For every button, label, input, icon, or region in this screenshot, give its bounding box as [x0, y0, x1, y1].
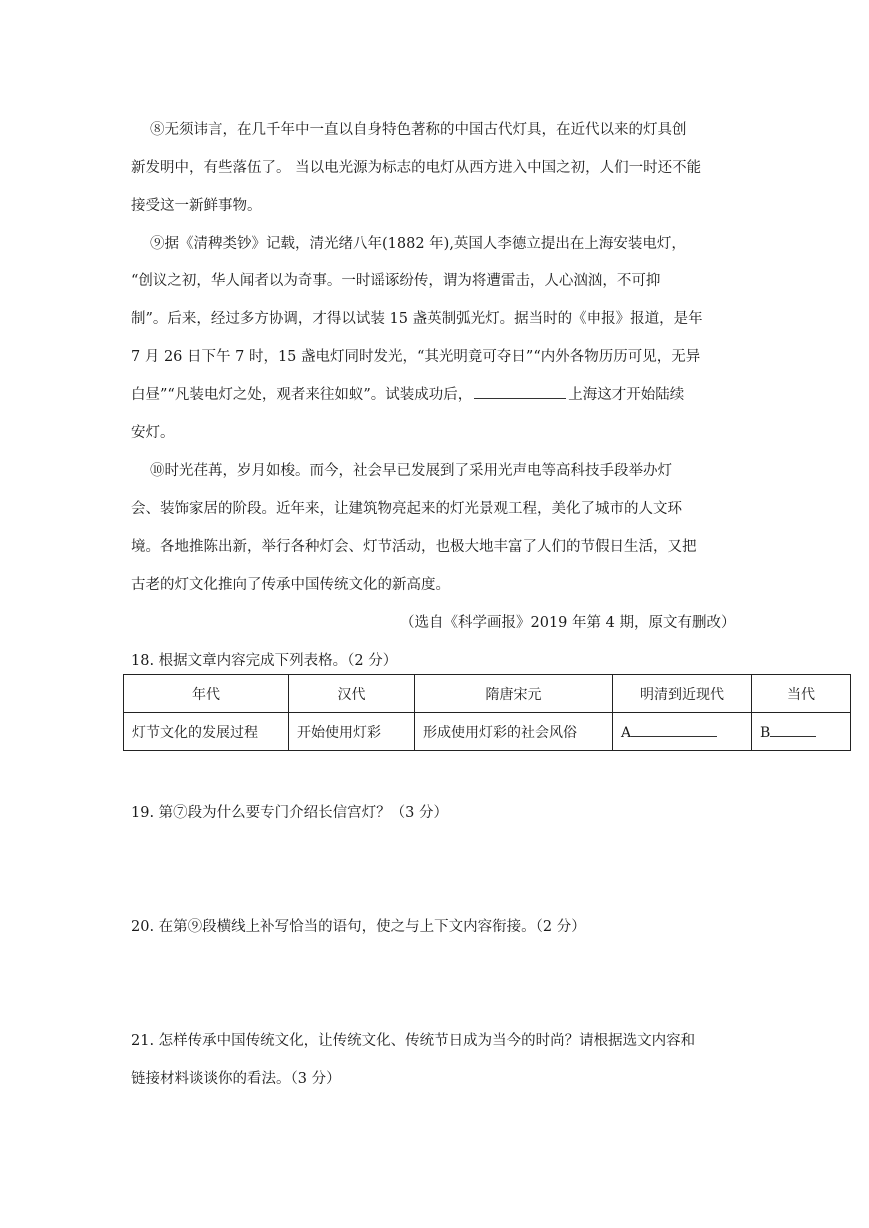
- passage-p9-line-2: “创议之初，华人闻者以为奇事。一时谣诼纷传，谓为将遭雷击，人心汹汹，不可抑: [131, 273, 661, 289]
- answer-b-blank: [770, 723, 816, 737]
- answer-b-label: B: [760, 724, 771, 741]
- passage-p8-line-3: 接受这一新鲜事物。: [131, 198, 262, 214]
- passage-p10-line-1: ⑩时光荏苒，岁月如梭。而今，社会早已发展到了采用光声电等高科技手段举办灯: [150, 463, 672, 479]
- table-header-cell: 当代: [752, 675, 851, 713]
- passage-p10-line-2: 会、装饰家居的阶段。近年来，让建筑物亮起来的灯光景观工程，美化了城市的人文环: [131, 501, 682, 517]
- passage-p9-line-1: ⑨据《清稗类钞》记载，清光绪八年(1882 年),英国人李德立提出在上海安装电灯，: [150, 236, 686, 252]
- question-21-line-1: 21. 怎样传承中国传统文化，让传统文化、传统节日成为当今的时尚？请根据选文内容和: [131, 1033, 696, 1049]
- table-cell: 开始使用灯彩: [289, 713, 415, 751]
- answer-a-blank: [631, 723, 717, 737]
- passage-p8-line-1: ⑧无须讳言，在几千年中一直以自身特色著称的中国古代灯具，在近代以来的灯具创: [150, 122, 687, 138]
- answer-blank: [474, 385, 566, 399]
- table-header-row: [124, 675, 851, 713]
- passage-p9-line-4: 7 月 26 日下午 7 时，15 盏电灯同时发光，“其光明竟可夺日”“内外各物历历可见，无异: [131, 349, 701, 365]
- table-cell: 形成使用灯彩的社会风俗: [415, 713, 613, 751]
- table-cell-answer-a[interactable]: [613, 713, 752, 751]
- passage-p9-line-5-text: 白昼”“凡装电灯之处，观者来往如蚁”。试装成功后，: [131, 387, 473, 403]
- question-21-line-2: 链接材料谈谈你的看法。（3 分）: [131, 1071, 341, 1087]
- passage-source: （选自《科学画报》2019 年第 4 期，原文有删改）: [400, 615, 736, 631]
- question-18: 18. 根据文章内容完成下列表格。（2 分）: [131, 653, 398, 669]
- passage-p10-line-4: 古老的灯文化推向了传承中国传统文化的新高度。: [131, 577, 450, 593]
- table-cell-answer-b[interactable]: [752, 713, 851, 751]
- table-header-cell: 隋唐宋元: [415, 675, 613, 713]
- passage-p9-line-6: 安灯。: [131, 425, 175, 441]
- table-row: [124, 713, 851, 751]
- passage-p9-line-5-tail: 上海这才开始陆续: [568, 387, 685, 403]
- answer-a-label: A: [621, 724, 632, 741]
- answer-table: [123, 674, 851, 751]
- passage-p9-line-3: 制”。后来，经过多方协调，才得以试装 15 盏英制弧光灯。据当时的《申报》报道，是年: [131, 311, 703, 327]
- table-header-cell: 明清到近现代: [613, 675, 752, 713]
- passage-p9-line-5: [131, 385, 684, 405]
- passage-p8-line-2: 新发明中，有些落伍了。 当以电光源为标志的电灯从西方进入中国之初，人们一时还不能: [131, 160, 702, 176]
- question-20: 20. 在第⑨段横线上补写恰当的语句，使之与上下文内容衔接。（2 分）: [131, 919, 586, 935]
- table-header-cell: 汉代: [289, 675, 415, 713]
- question-19: 19. 第⑦段为什么要专门介绍长信宫灯？（3 分）: [131, 805, 449, 821]
- table-cell: 灯节文化的发展过程: [124, 713, 289, 751]
- table-header-cell: 年代: [124, 675, 289, 713]
- passage-p10-line-3: 境。各地推陈出新，举行各种灯会、灯节活动，也极大地丰富了人们的节假日生活，又把: [131, 539, 697, 555]
